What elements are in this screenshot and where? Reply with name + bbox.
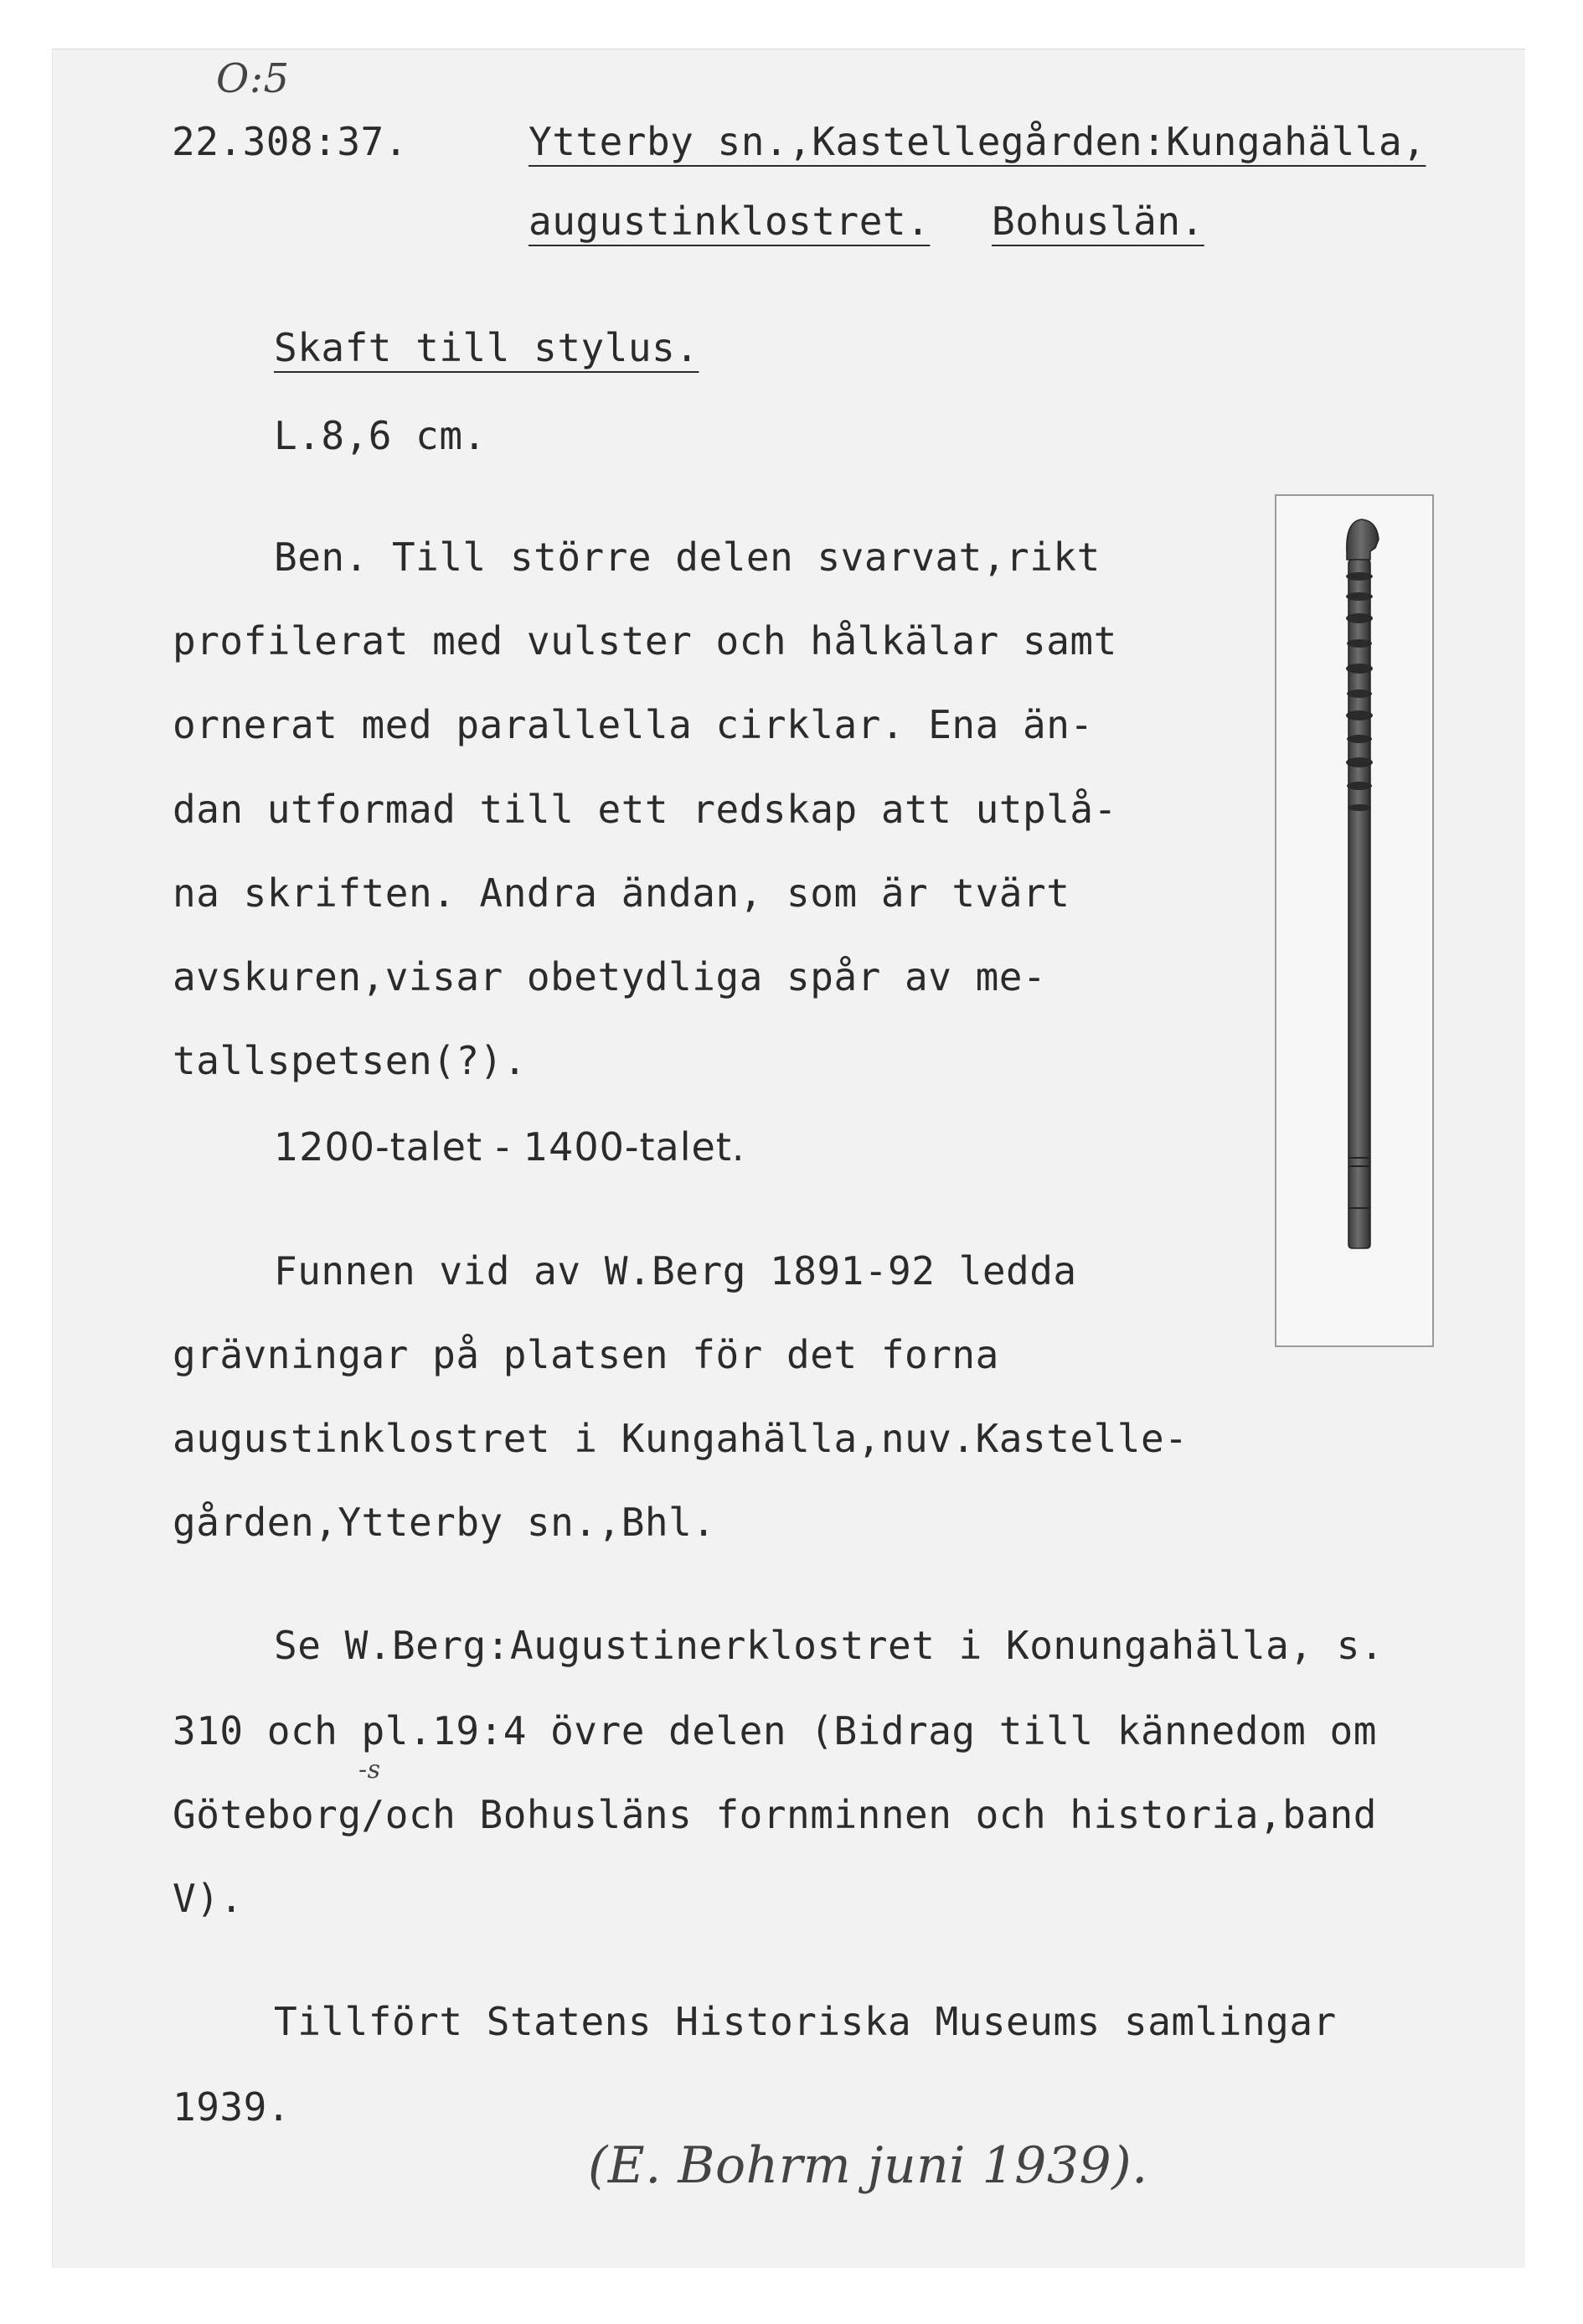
reference-line: 310 och pl.19:4 övre delen (Bidrag till kännedom om — [173, 1708, 1377, 1753]
location-line-2: augustinklostret. — [529, 199, 931, 244]
description-line: tallspetsen(?). — [173, 1038, 527, 1083]
find-line: Funnen vid av W.Berg 1891-92 ledda — [274, 1248, 1077, 1294]
description-line: na skriften. Andra ändan, som är tvärt — [173, 870, 1070, 916]
reference-line: V). — [173, 1876, 244, 1921]
reference-insert: -s — [358, 1755, 381, 1784]
find-line: gården,Ytterby sn.,Bhl. — [173, 1500, 716, 1545]
reference-line: Göteborg/och Bohusläns fornminnen och historia,band — [173, 1792, 1377, 1837]
signature: (E. Bohrm juni 1939). — [588, 2136, 1148, 2195]
description-line: dan utformad till ett redskap att utplå- — [173, 787, 1117, 832]
object-length: L.8,6 cm. — [274, 413, 487, 458]
find-line: grävningar på platsen för det forna — [173, 1332, 999, 1377]
dating: 1200-talet - 1400-talet. — [274, 1124, 745, 1170]
object-name: Skaft till stylus. — [274, 325, 699, 370]
acquisition-line: Tillfört Statens Historiska Museums samlingar — [274, 1999, 1337, 2044]
description-line: Ben. Till större delen svarvat,rikt — [274, 535, 1101, 580]
stylus-photo — [1275, 494, 1434, 1347]
description-line: ornerat med parallella cirklar. Ena än- — [173, 702, 1094, 747]
find-line: augustinklostret i Kungahälla,nuv.Kastelle- — [173, 1416, 1189, 1461]
acquisition-line: 1939. — [173, 2084, 291, 2130]
description-line: profilerat med vulster och hålkälar samt — [173, 618, 1117, 664]
reference-line: Se W.Berg:Augustinerklostret i Konungahälla, s. — [274, 1623, 1384, 1668]
province: Bohuslän. — [992, 199, 1204, 244]
handwritten-annotation: O:5 — [216, 55, 290, 102]
location-line-1: Ytterby sn.,Kastellegården:Kungahälla, — [529, 119, 1426, 164]
inventory-number: 22.308:37. — [172, 119, 408, 164]
description-line: avskuren,visar obetydliga spår av me- — [173, 954, 1047, 999]
stylus-image — [1276, 496, 1432, 1345]
